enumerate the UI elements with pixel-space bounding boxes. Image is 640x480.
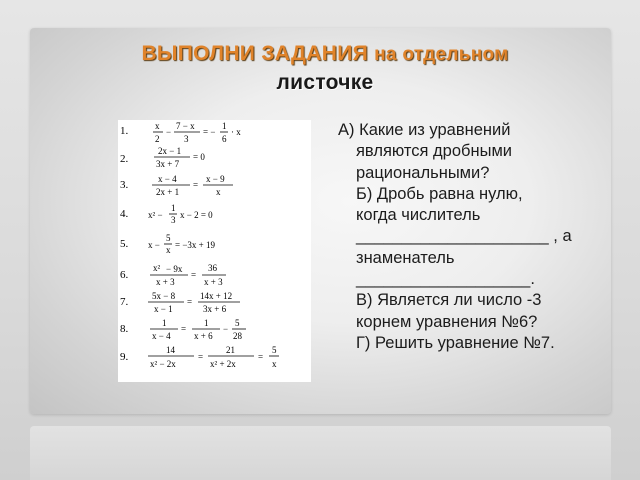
svg-text:x − 1: x − 1 xyxy=(154,304,173,314)
svg-text:5: 5 xyxy=(272,345,277,355)
svg-text:=: = xyxy=(193,180,199,190)
svg-text:6: 6 xyxy=(222,134,227,144)
svg-text:x: x xyxy=(216,187,221,197)
svg-text:3x + 7: 3x + 7 xyxy=(156,159,180,169)
svg-text:8.: 8. xyxy=(120,323,129,335)
svg-text:1: 1 xyxy=(222,121,227,131)
equations-image xyxy=(118,120,311,382)
svg-text:2: 2 xyxy=(155,134,160,144)
equation-7 xyxy=(120,291,240,314)
svg-text:x² −: x² − xyxy=(148,210,163,220)
svg-text:5.: 5. xyxy=(120,238,129,250)
svg-text:1: 1 xyxy=(204,318,209,328)
svg-text:14: 14 xyxy=(166,345,175,355)
task-b-line-5: ___________________. xyxy=(356,270,535,289)
svg-text:= −: = − xyxy=(203,127,216,137)
task-b-line-2: когда числитель xyxy=(356,206,481,225)
equation-number: 1. xyxy=(120,125,129,137)
slide-title xyxy=(60,40,590,97)
svg-text:1: 1 xyxy=(162,318,167,328)
svg-text:5x − 8: 5x − 8 xyxy=(152,291,176,301)
svg-text:7.: 7. xyxy=(120,296,129,308)
svg-text:x − 4: x − 4 xyxy=(152,331,171,341)
svg-text:1: 1 xyxy=(171,203,176,213)
equation-3 xyxy=(120,174,233,197)
svg-text:· x: · x xyxy=(231,127,241,137)
svg-text:= −3x + 19: = −3x + 19 xyxy=(175,240,215,250)
svg-text:x²: x² xyxy=(153,263,161,273)
svg-text:=: = xyxy=(258,352,264,362)
svg-text:3.: 3. xyxy=(120,179,129,191)
equation-5 xyxy=(120,233,215,255)
svg-text:3x + 6: 3x + 6 xyxy=(203,304,227,314)
svg-text:5: 5 xyxy=(235,318,240,328)
task-d-line-1: Г) Решить уравнение №7. xyxy=(356,333,555,352)
svg-text:− 9x: − 9x xyxy=(166,264,183,274)
svg-text:2x − 1: 2x − 1 xyxy=(158,146,182,156)
tasks-text xyxy=(338,120,608,354)
svg-text:x: x xyxy=(155,121,160,131)
svg-text:= 0: = 0 xyxy=(193,152,205,162)
equation-2 xyxy=(120,146,205,169)
svg-text:=: = xyxy=(191,270,197,280)
equation-9 xyxy=(120,345,279,369)
svg-text:x² − 2x: x² − 2x xyxy=(150,359,176,369)
task-b-line-1: Б) Дробь равна нулю, xyxy=(356,184,523,203)
equation-1 xyxy=(120,121,241,144)
task-c-line-1: В) Является ли число -3 xyxy=(356,291,542,310)
svg-text:3: 3 xyxy=(184,134,189,144)
svg-text:6.: 6. xyxy=(120,269,129,281)
bottom-strip xyxy=(30,426,611,480)
svg-text:−: − xyxy=(223,324,229,334)
svg-text:2.: 2. xyxy=(120,153,129,165)
svg-text:5: 5 xyxy=(166,233,171,243)
svg-text:14x + 12: 14x + 12 xyxy=(200,291,233,301)
svg-text:x: x xyxy=(272,359,277,369)
svg-text:=: = xyxy=(187,297,193,307)
equation-6 xyxy=(120,263,226,287)
equation-8 xyxy=(120,318,246,341)
task-b-line-3: _____________________ , а xyxy=(356,227,572,246)
task-c-line-2: корнем уравнения №6? xyxy=(356,312,538,331)
svg-text:x −: x − xyxy=(148,240,160,250)
title-part-1: ВЫПОЛНИ ЗАДАНИЯ xyxy=(141,42,369,65)
title-part-2: на отдельном xyxy=(374,44,509,65)
svg-text:9.: 9. xyxy=(120,351,129,363)
svg-text:x + 3: x + 3 xyxy=(204,277,223,287)
svg-text:x + 3: x + 3 xyxy=(156,277,175,287)
task-b-line-4: знаменатель xyxy=(356,248,455,267)
svg-text:x: x xyxy=(166,245,171,255)
svg-text:x − 9: x − 9 xyxy=(206,174,225,184)
svg-text:x + 6: x + 6 xyxy=(194,331,213,341)
task-a-line-3: рациональными? xyxy=(356,163,490,182)
equation-4 xyxy=(120,203,213,225)
task-a-line-1: А) Какие из уравнений xyxy=(338,121,511,139)
svg-text:3: 3 xyxy=(171,215,176,225)
svg-text:−: − xyxy=(166,127,172,137)
svg-text:x² + 2x: x² + 2x xyxy=(210,359,236,369)
svg-text:7 − x: 7 − x xyxy=(176,121,195,131)
svg-text:x − 2 = 0: x − 2 = 0 xyxy=(180,210,213,220)
task-a-line-2: являются дробными xyxy=(356,142,513,161)
svg-text:2x + 1: 2x + 1 xyxy=(156,187,180,197)
svg-text:36: 36 xyxy=(208,263,217,273)
svg-text:=: = xyxy=(198,352,204,362)
title-part-3: листочке xyxy=(276,71,374,94)
svg-text:28: 28 xyxy=(233,331,242,341)
svg-text:x − 4: x − 4 xyxy=(158,174,177,184)
svg-text:=: = xyxy=(181,324,187,334)
svg-text:21: 21 xyxy=(226,345,235,355)
svg-text:4.: 4. xyxy=(120,208,129,220)
